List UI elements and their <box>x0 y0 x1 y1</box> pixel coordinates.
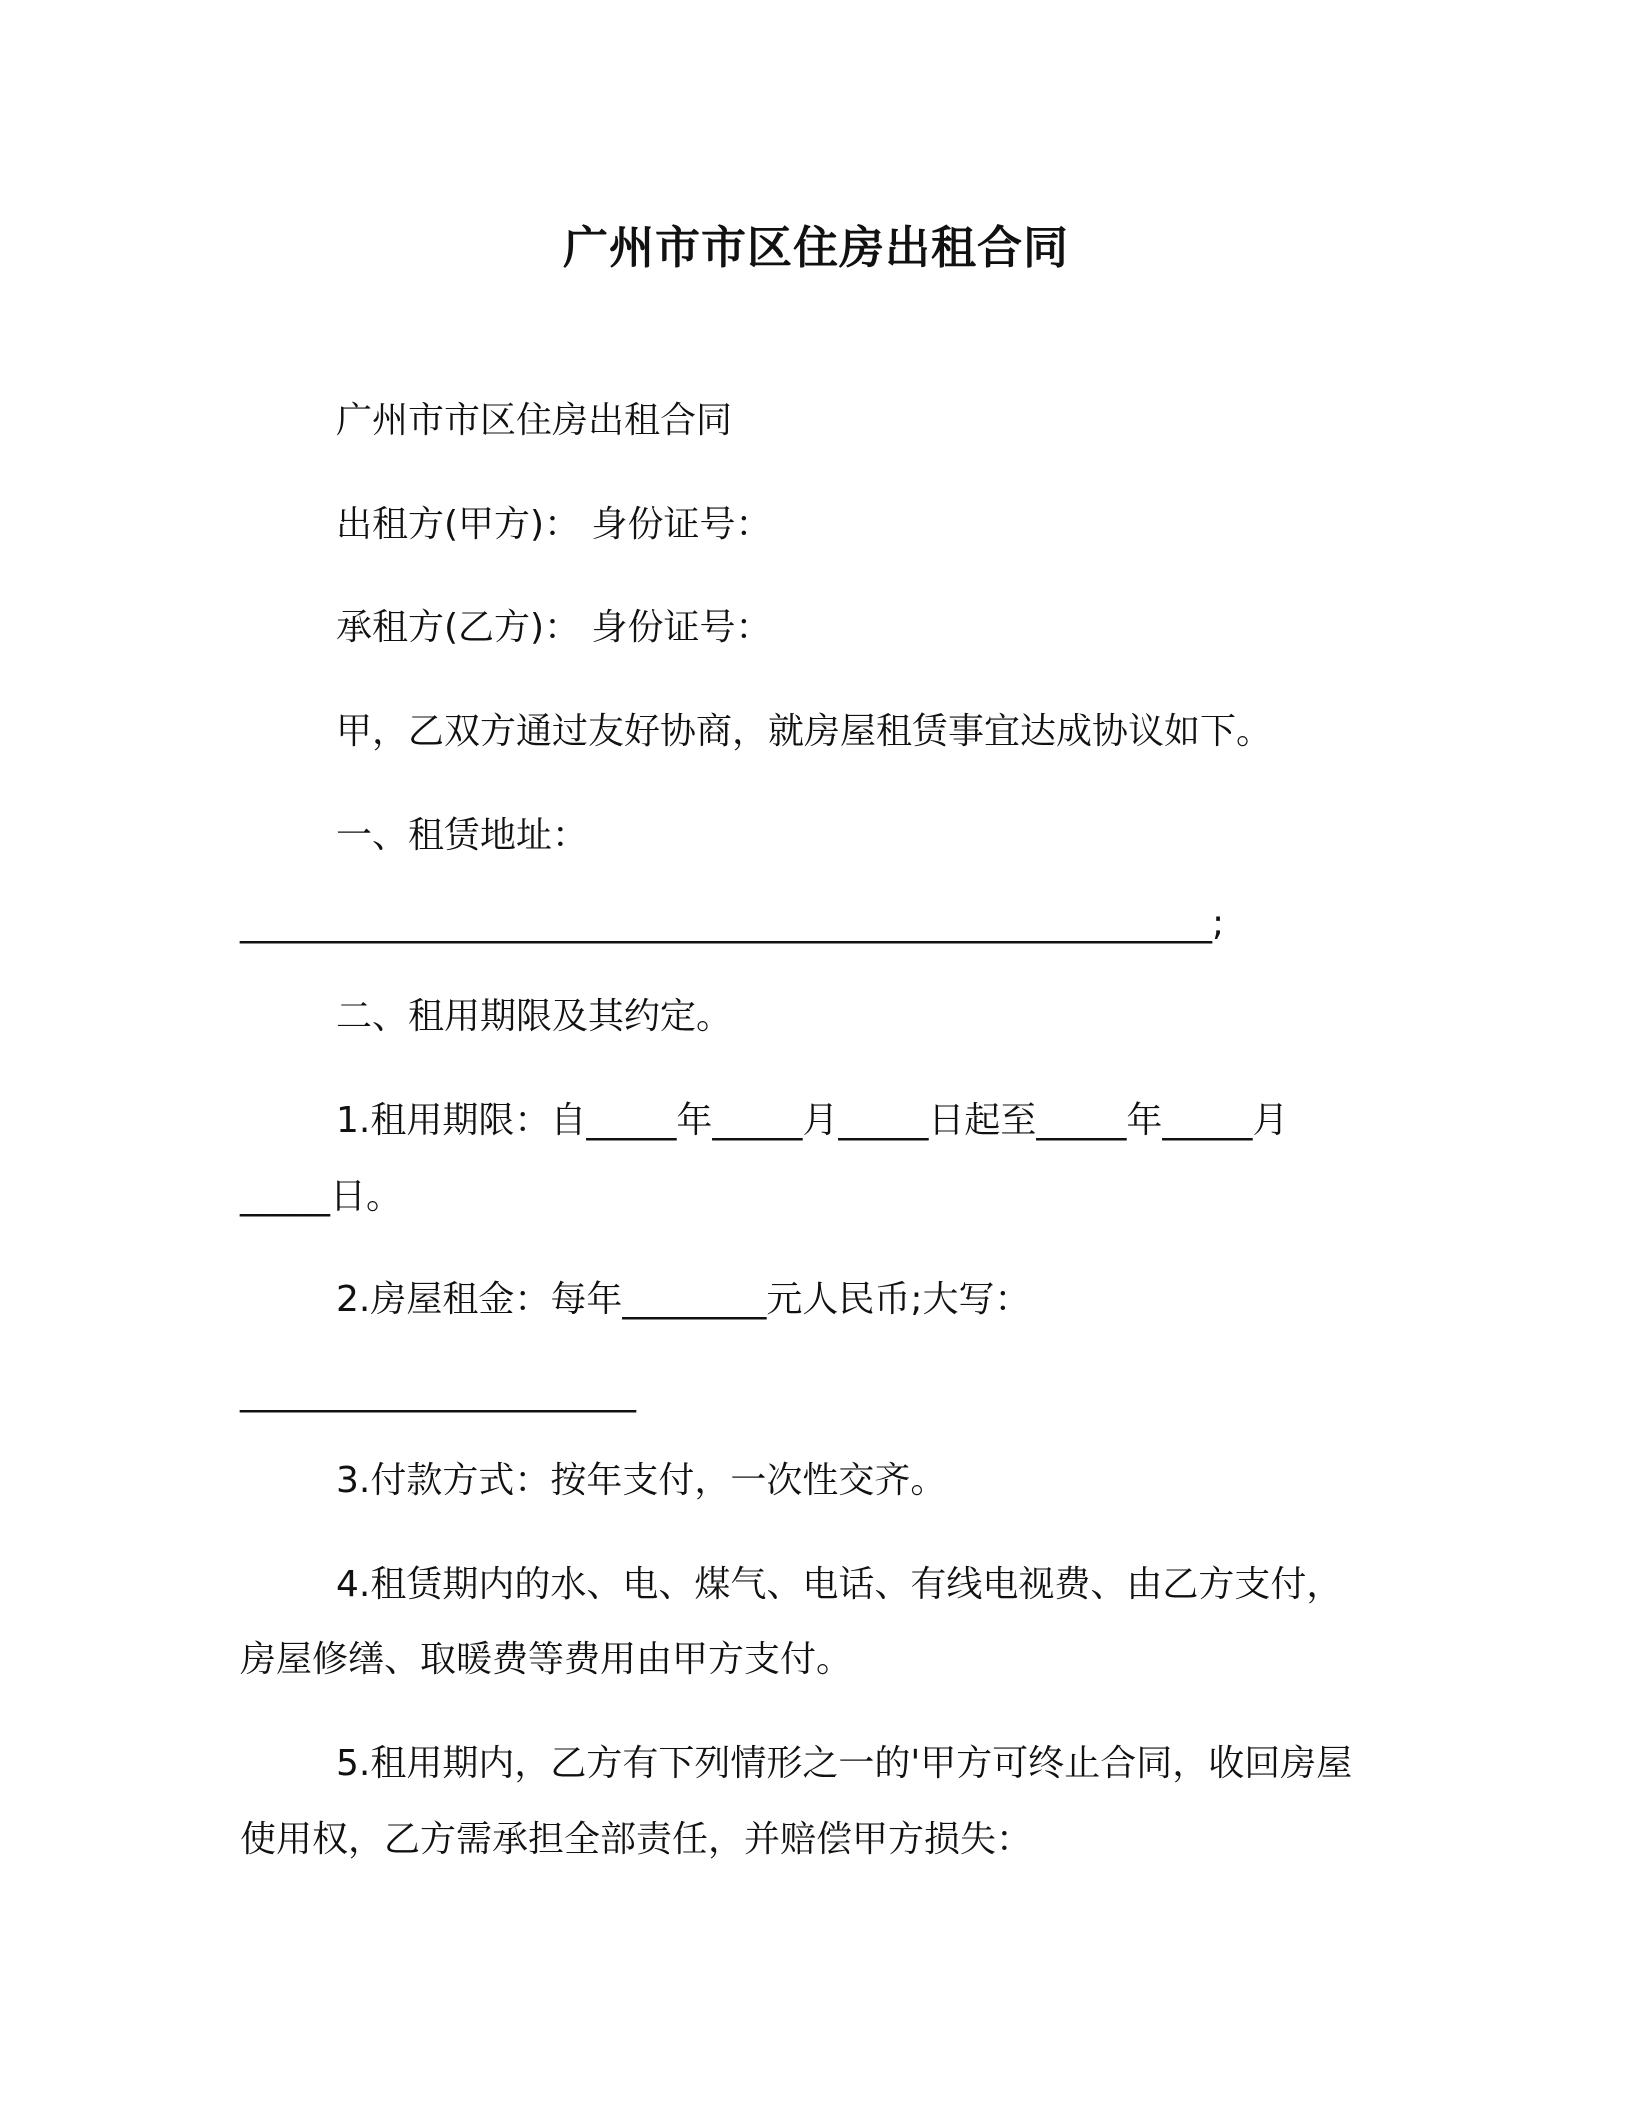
item-3-text: 3.付款方式：按年支付，一次性交齐。 <box>336 1460 947 1501</box>
item-4-line-1 <box>240 1560 1342 1610</box>
lessee-line <box>240 603 772 653</box>
section-2-heading <box>240 992 732 1042</box>
item-1-line-2: _____日。 <box>240 1176 403 1217</box>
document-subtitle <box>240 396 732 446</box>
section-1-heading-text: 一、租赁地址： <box>336 815 589 856</box>
preamble-paragraph <box>240 707 1272 757</box>
subtitle-text: 广州市市区住房出租合同 <box>336 400 733 441</box>
document-title: 广州市市区住房出租合同 <box>562 221 1069 274</box>
item-5-line-2: 使用权，乙方需承担全部责任，并赔偿甲方损失： <box>240 1819 1033 1860</box>
item-5-line-1 <box>240 1739 1352 1789</box>
preamble-text: 甲，乙双方通过友好协商，就房屋租赁事宜达成协议如下。 <box>336 711 1273 752</box>
lessee-text: 承租方(乙方)： 身份证号： <box>336 607 772 648</box>
lessor-line <box>240 500 772 550</box>
lessor-text: 出租方(甲方)： 身份证号： <box>336 504 772 545</box>
item-4-text: 4.租赁期内的水、电、煤气、电话、有线电视费、由乙方支付， <box>336 1564 1343 1605</box>
rent-uppercase-blank: ______________________ <box>240 1372 636 1413</box>
item-2-text: 2.房屋租金：每年________元人民币;大写： <box>336 1279 1031 1320</box>
item-3-line <box>240 1456 946 1506</box>
item-1-line-1 <box>240 1096 1288 1146</box>
section-2-heading-text: 二、租用期限及其约定。 <box>336 996 733 1037</box>
rental-address-blank: ______________________________________________________; <box>240 903 1225 944</box>
section-1-heading <box>240 811 588 861</box>
item-4-line-2: 房屋修缮、取暖费等费用由甲方支付。 <box>240 1639 853 1680</box>
item-1-text: 1.租用期限：自_____年_____月_____日起至_____年_____月 <box>336 1100 1289 1141</box>
item-2-line-1 <box>240 1275 1030 1325</box>
item-5-text: 5.租用期内，乙方有下列情形之一的'甲方可终止合同，收回房屋 <box>336 1743 1353 1784</box>
